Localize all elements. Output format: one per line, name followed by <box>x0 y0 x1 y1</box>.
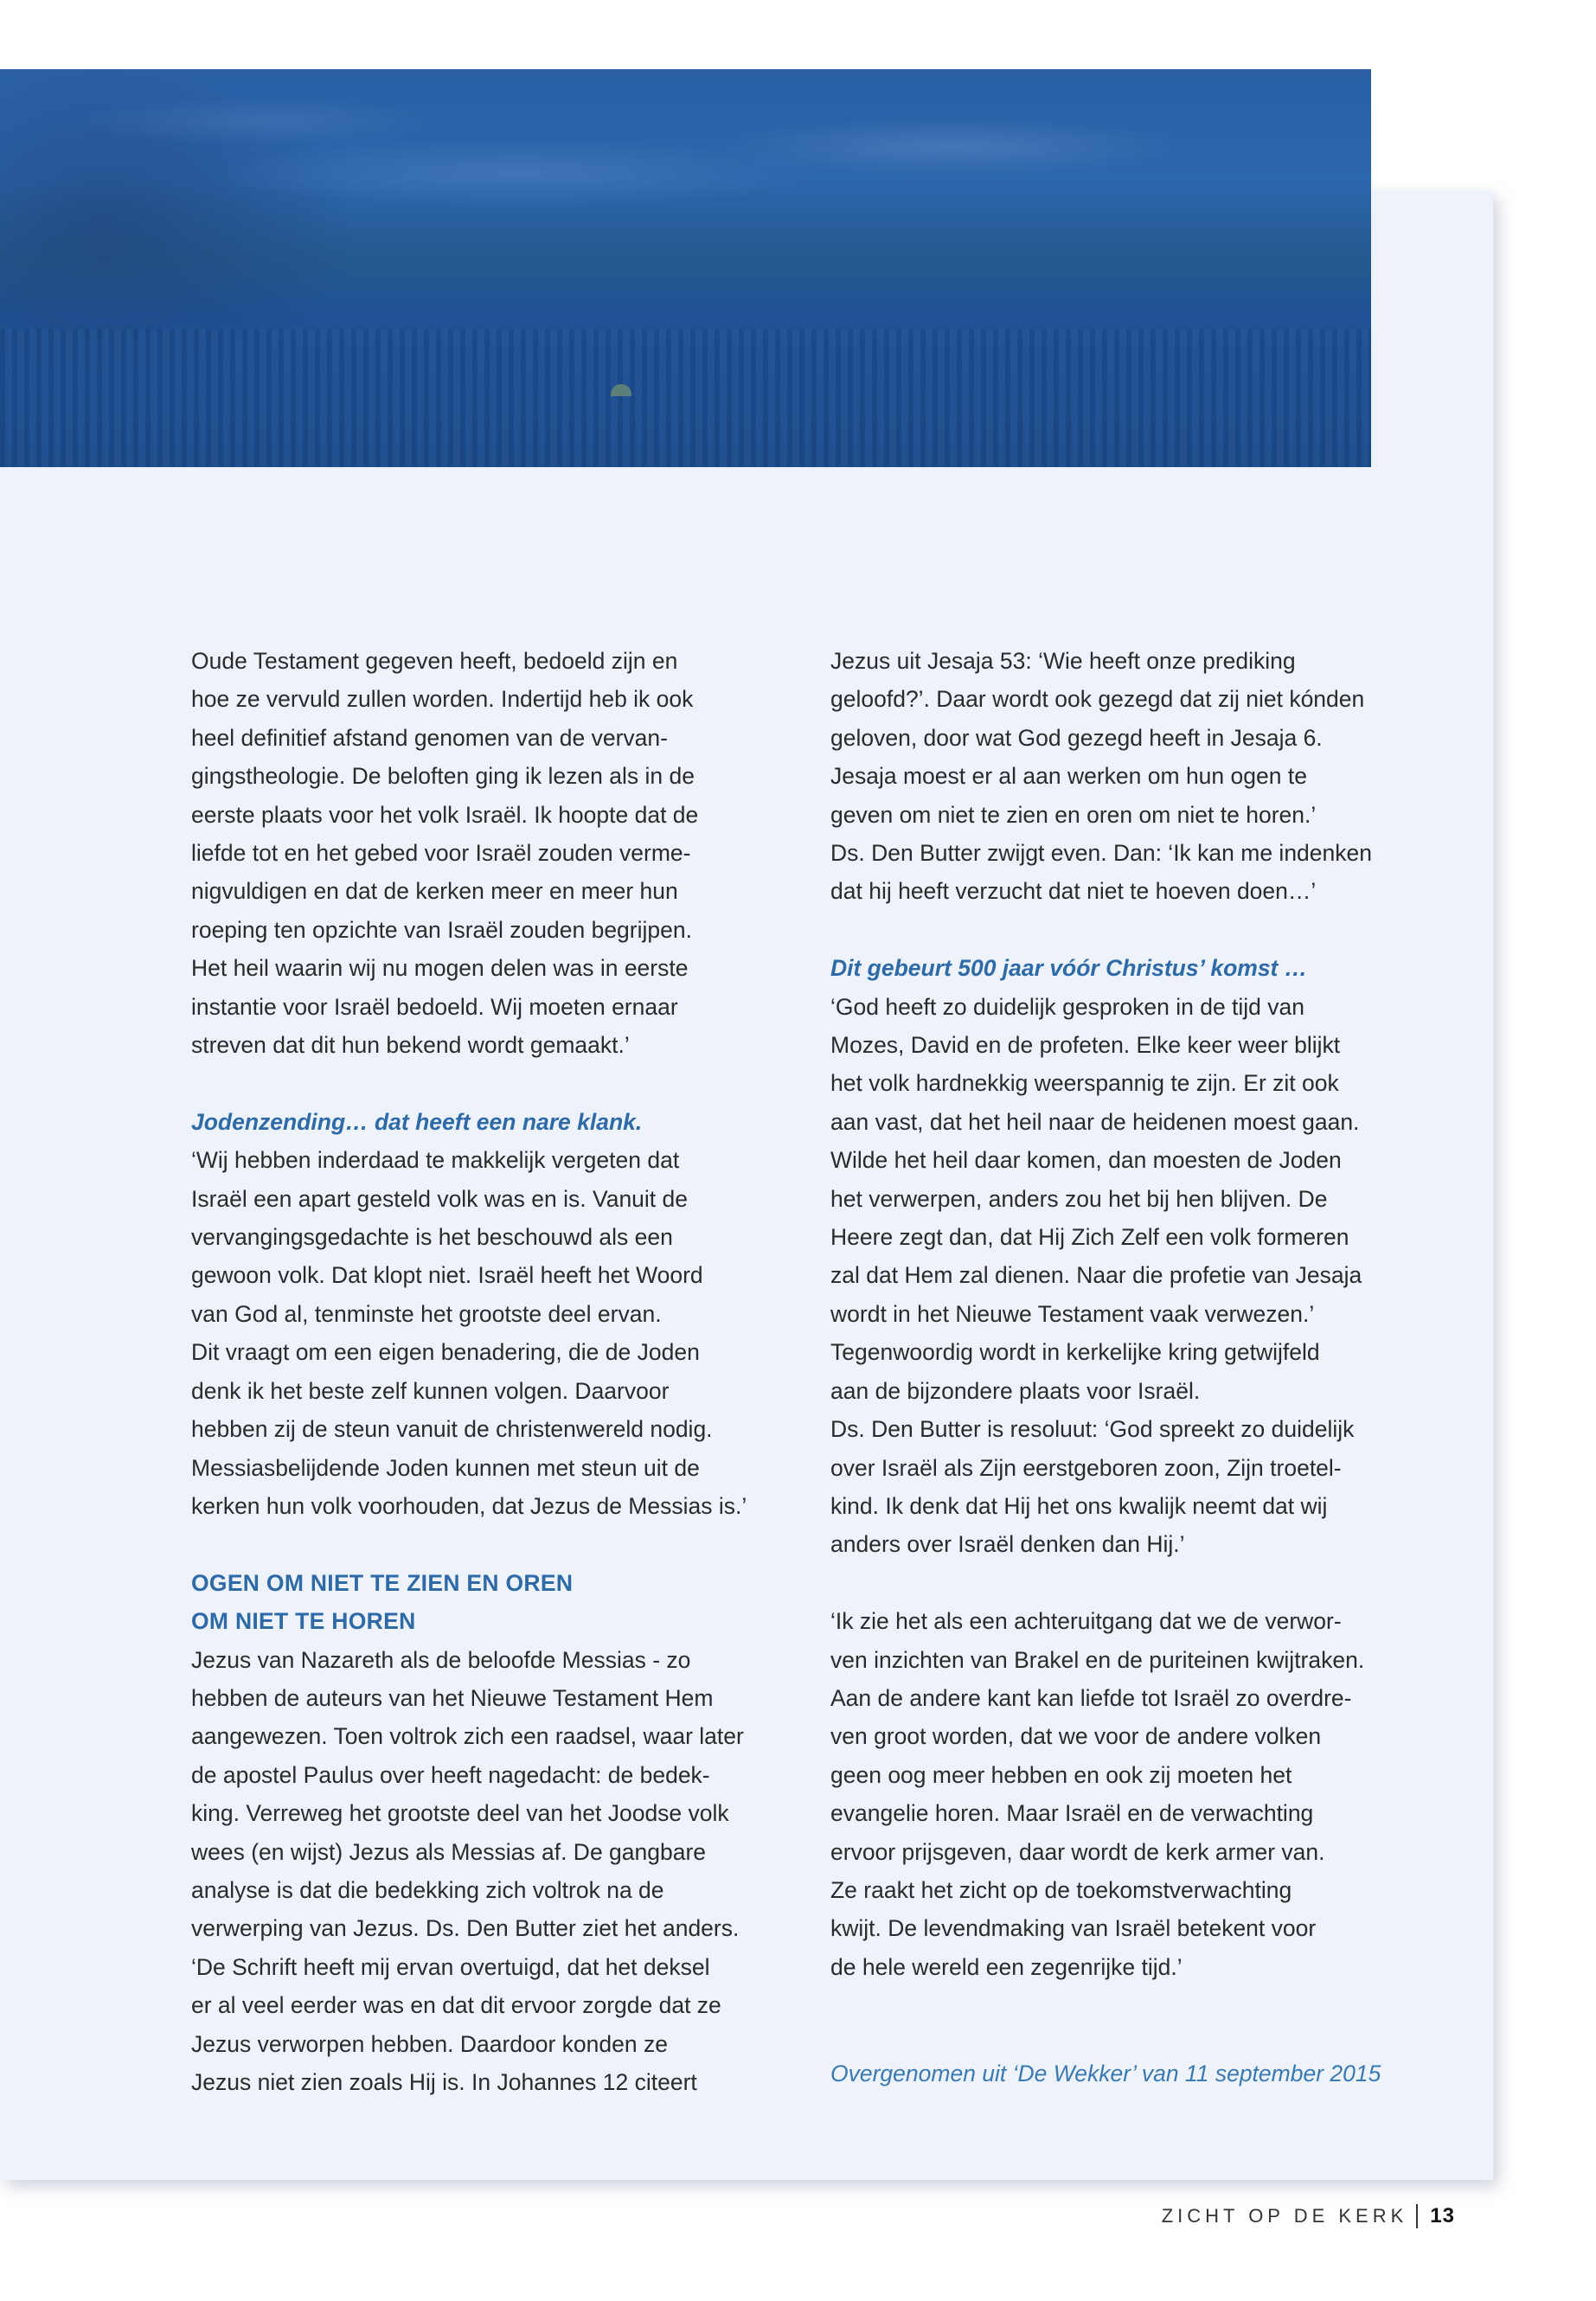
text-line: Ds. Den Butter is resoluut: ‘God spreekt zo duidelijk <box>830 1416 1355 1443</box>
text-line: gewoon volk. Dat klopt niet. Israël heeft het Woord <box>191 1262 703 1289</box>
paragraph-gap <box>830 911 1436 949</box>
footer-divider <box>1416 2204 1418 2228</box>
text-line: er al veel eerder was en dat dit ervoor zorgde dat ze <box>191 1992 721 2019</box>
page-number: 13 <box>1430 2204 1455 2227</box>
text-line: de hele wereld een zegenrijke tijd.’ <box>830 1953 1183 1980</box>
text-line: verwerping van Jezus. Ds. Den Butter ziet het anders. <box>191 1915 740 1942</box>
text-line: Wilde het heil daar komen, dan moesten de Joden <box>830 1147 1342 1174</box>
text-line: heel definitief afstand genomen van de vervan- <box>191 724 668 751</box>
text-line: hoe ze vervuld zullen worden. Indertijd heb ik ook <box>191 686 694 713</box>
text-line: ‘De Schrift heeft mij ervan overtuigd, dat het deksel <box>191 1953 710 1980</box>
text-line: vervangingsgedachte is het beschouwd als een <box>191 1224 673 1251</box>
text-line: geloofd?’. Daar wordt ook gezegd dat zij niet kónden <box>830 686 1365 713</box>
text-line: wordt in het Nieuwe Testament vaak verwezen.’ <box>830 1300 1315 1327</box>
text-line: wees (en wijst) Jezus als Messias af. De gangbare <box>191 1838 707 1865</box>
text-line: ‘God heeft zo duidelijk gesproken in de tijd van <box>830 993 1305 1020</box>
text-line: hebben de auteurs van het Nieuwe Testament Hem <box>191 1684 714 1711</box>
subheading: Jodenzending… dat heeft een nare klank. <box>191 1108 643 1135</box>
text-line: ervoor prijsgeven, daar wordt de kerk armer van. <box>830 1838 1325 1865</box>
text-line: ‘Wij hebben inderdaad te makkelijk vergeten dat <box>191 1147 680 1174</box>
text-line: Ze raakt het zicht op de toekomstverwachting <box>830 1876 1292 1903</box>
article-column-left <box>191 642 788 2101</box>
text-line: dat hij heeft verzucht dat niet te hoeven doen…’ <box>830 878 1317 905</box>
text-line: eerste plaats voor het volk Israël. Ik hoopte dat de <box>191 801 699 828</box>
text-line: ‘Ik zie het als een achteruitgang dat we de verwor- <box>830 1608 1342 1635</box>
text-line: Israël een apart gesteld volk was en is. Vanuit de <box>191 1185 689 1212</box>
paragraph-gap <box>191 1064 788 1102</box>
text-line: analyse is dat die bedekking zich voltrok na de <box>191 1876 664 1903</box>
text-line: anders over Israël denken dan Hij.’ <box>830 1531 1185 1558</box>
text-line: geven om niet te zien en oren om niet te horen.’ <box>830 801 1317 828</box>
text-line: denk ik het beste zelf kunnen volgen. Daarvoor <box>191 1377 670 1404</box>
subheading: Dit gebeurt 500 jaar vóór Christus’ komst … <box>830 955 1308 982</box>
text-line: liefde tot en het gebed voor Israël zouden verme- <box>191 840 691 867</box>
text-line: over Israël als Zijn eerstgeboren zoon, Zijn troetel- <box>830 1454 1342 1481</box>
text-line: Aan de andere kant kan liefde tot Israël zo overdre- <box>830 1684 1352 1711</box>
text-line: van God al, tenminste het grootste deel ervan. <box>191 1300 662 1327</box>
text-line: Heere zegt dan, dat Hij Zich Zelf een volk formeren <box>830 1224 1349 1251</box>
text-line: Mozes, David en de profeten. Elke keer weer blijkt <box>830 1032 1341 1059</box>
text-line: aangewezen. Toen voltrok zich een raadsel, waar later <box>191 1723 744 1750</box>
text-line: ven groot worden, dat we voor de andere volken <box>830 1723 1322 1750</box>
text-line: aan vast, dat het heil naar de heidenen moest gaan. <box>830 1108 1360 1135</box>
text-line: hebben zij de steun vanuit de christenwereld nodig. <box>191 1416 713 1443</box>
text-line: de apostel Paulus over heeft nagedacht: de bedek- <box>191 1761 710 1788</box>
text-line: Jezus niet zien zoals Hij is. In Johannes 12 citeert <box>191 2069 697 2095</box>
text-line: Jezus verworpen hebben. Daardoor konden ze <box>191 2030 668 2057</box>
hero-cityscape <box>0 329 1371 467</box>
text-line: streven dat dit hun bekend wordt gemaakt.’ <box>191 1032 630 1059</box>
paragraph-gap <box>191 1525 788 1563</box>
text-line: kind. Ik denk dat Hij het ons kwalijk neemt dat wij <box>830 1492 1328 1519</box>
text-line: kerken hun volk voorhouden, dat Jezus de Messias is.’ <box>191 1492 747 1519</box>
text-line: Jezus van Nazareth als de beloofde Messias - zo <box>191 1646 691 1673</box>
hero-sky <box>0 69 1371 242</box>
text-line: Oude Testament gegeven heeft, bedoeld zijn en <box>191 648 678 674</box>
text-line: nigvuldigen en dat de kerken meer en meer hun <box>191 878 678 905</box>
text-line: Dit vraagt om een eigen benadering, die de Joden <box>191 1339 700 1366</box>
text-line: kwijt. De levendmaking van Israël betekent voor <box>830 1915 1317 1942</box>
text-line: instantie voor Israël bedoeld. Wij moeten ernaar <box>191 993 678 1020</box>
section-heading: OM NIET TE HOREN <box>191 1608 416 1635</box>
article-column-right <box>830 642 1436 1986</box>
text-line: zal dat Hem zal dienen. Naar die profetie van Jesaja <box>830 1262 1362 1289</box>
text-line: geen oog meer hebben en ook zij moeten het <box>830 1761 1292 1788</box>
section-heading: OGEN OM NIET TE ZIEN EN OREN <box>191 1569 574 1596</box>
text-line: Tegenwoordig wordt in kerkelijke kring getwijfeld <box>830 1339 1320 1366</box>
text-line: het verwerpen, anders zou het bij hen blijven. De <box>830 1185 1328 1212</box>
page-footer <box>1162 2204 1455 2228</box>
text-line: het volk hardnekkig weerspannig te zijn. Er zit ook <box>830 1070 1339 1097</box>
text-line: Het heil waarin wij nu mogen delen was in eerste <box>191 955 689 982</box>
text-line: geloven, door wat God gezegd heeft in Jesaja 6. <box>830 724 1323 751</box>
text-line: roeping ten opzichte van Israël zouden begrijpen. <box>191 916 692 943</box>
text-line: Messiasbelijdende Joden kunnen met steun uit de <box>191 1454 700 1481</box>
text-line: Ds. Den Butter zwijgt even. Dan: ‘Ik kan me indenken <box>830 840 1372 867</box>
text-line: evangelie horen. Maar Israël en de verwachting <box>830 1800 1314 1827</box>
text-line: ven inzichten van Brakel en de puriteinen kwijtraken. <box>830 1646 1365 1673</box>
text-line: Jesaja moest er al aan werken om hun ogen te <box>830 763 1307 790</box>
text-line: Jezus uit Jesaja 53: ‘Wie heeft onze prediking <box>830 648 1296 674</box>
paragraph-gap <box>830 1564 1436 1602</box>
hero-image-jerusalem <box>0 69 1371 467</box>
text-line: king. Verreweg het grootste deel van het Joodse volk <box>191 1800 729 1827</box>
source-credit: Overgenomen uit ‘De Wekker’ van 11 september 2015 <box>830 2061 1381 2086</box>
text-line: aan de bijzondere plaats voor Israël. <box>830 1377 1201 1404</box>
magazine-title: ZICHT OP DE KERK <box>1161 2205 1408 2227</box>
text-line: gingstheologie. De beloften ging ik lezen als in de <box>191 763 695 790</box>
